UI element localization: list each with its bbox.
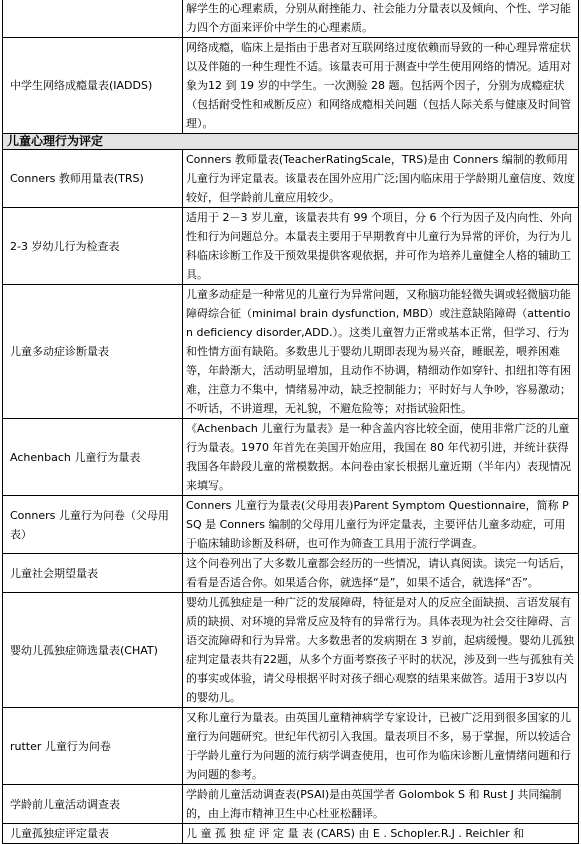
scale-description-cell: 适用于 2－3 岁儿童，该量表共有 99 个项目，分 6 个行为因子及内向性、外向性和行为问题总分。本量表主要用于早期教育中儿童行为异常的评价，为行为儿科临床诊断工作及干预效果提供客观依据，并可作为培养儿童健全人格的辅助工具。 xyxy=(183,208,579,285)
scale-description-cell: 儿 童 孤 独 症 评 定 量 表 (CARS) 由 E . Schopler.R.J . Reichler 和 xyxy=(183,824,579,844)
scale-description-cell: 解学生的心理素质，分别从耐挫能力、社会能力分量表以及倾向、个性、学习能力四个方面来评价中学生的心理素质。 xyxy=(183,0,579,38)
scale-table xyxy=(2,0,579,844)
scale-name-cell: Conners 教师用量表(TRS) xyxy=(3,150,183,208)
scale-name-cell: Achenbach 儿童行为量表 xyxy=(3,419,183,496)
scale-name-cell: 儿童孤独症评定量表 xyxy=(3,824,183,844)
table-row xyxy=(3,824,579,844)
table-row xyxy=(3,419,579,496)
scale-name-cell: 中学生网络成瘾量表(IADDS) xyxy=(3,38,183,134)
scale-name-cell: 婴幼儿孤独症筛选量表(CHAT) xyxy=(3,593,183,708)
scale-description-cell: 《Achenbach 儿童行为量表》是一种含盖内容比较全面，使用非常广泛的儿童行为量表。1970 年首先在美国开始应用，我国在 80 年代初引进，并统计获得我国各年龄段儿童的常模数据。本问卷由家长根据儿童近期（半年内）表现情况来填写。 xyxy=(183,419,579,496)
scale-name-cell: Conners 儿童行为问卷（父母用表） xyxy=(3,496,183,554)
table-row xyxy=(3,708,579,785)
table-row xyxy=(3,38,579,134)
table-row xyxy=(3,0,579,38)
section-header-row xyxy=(3,134,579,150)
scale-description-cell: 这个问卷列出了大多数儿童都会经历的一些情况，请认真阅读。读完一句话后，看看是否适合你。如果适合你，就选择“是”，如果不适合，就选择“否”。 xyxy=(183,554,579,593)
scale-name-cell: 学龄前儿童活动调查表 xyxy=(3,785,183,824)
scale-description-cell: 又称儿童行为量表。由英国儿童精神病学专家设计，已被广泛用到很多国家的儿童行为问题研究。世纪年代初引入我国。量表项目不多，易于掌握，所以较适合于学龄儿童行为问题的流行病学调查使用，也可作为临床诊断儿童情绪问题和行为问题的参考。 xyxy=(183,708,579,785)
scale-name-cell: 2-3 岁幼儿行为检查表 xyxy=(3,208,183,285)
scale-description-cell: 婴幼儿孤独症是一种广泛的发展障碍，特征是对人的反应全面缺损、言语发展有质的缺损、对环境的异常反应及特有的异常行为。具体表现为社会交往障碍、言语交流障碍和行为异常。大多数患者的发病期在 3 岁前，起病缓慢。婴幼儿孤独症判定量表共有22题，从多个方面考察孩子平时的状况，涉及到一些与孤独有关的事实或体验，请父母根据平时对孩子细心观察的结果来做答。适用于3岁以内的婴幼儿。 xyxy=(183,593,579,708)
scale-name-cell xyxy=(3,0,183,38)
scale-description-cell: Conners 儿童行为量表(父母用表)Parent Symptom Questionnaire，简称 PSQ 是 Conners 编制的父母用儿童行为评定量表，主要评估儿童多动症，可用于临床辅助诊断及科研，也可作为筛查工具用于流行学调查。 xyxy=(183,496,579,554)
scale-name-cell: 儿童多动症诊断量表 xyxy=(3,285,183,419)
scale-description-cell: Conners 教师量表(TeacherRatingScale，TRS)是由 Conners 编制的教师用儿童行为评定量表。该量表在国外应用广泛;国内临床用于学龄期儿童信度、效度较好，但学龄前儿童应用较少。 xyxy=(183,150,579,208)
table-row xyxy=(3,554,579,593)
scale-name-cell: 儿童社会期望量表 xyxy=(3,554,183,593)
table-row xyxy=(3,785,579,824)
scale-description-cell: 网络成瘾，临床上是指由于患者对互联网络过度依赖而导致的一种心理异常症状以及伴随的一种生理性不适。该量表可用于测查中学生使用网络的情况。适用对象为12 到 19 岁的中学生。一次测验 28 题。包括两个因子，分别为成瘾症状（包括耐受性和戒断反应）和网络成瘾相关问题（包括人际关系与健康及时间管理）。 xyxy=(183,38,579,134)
scale-description-cell: 儿童多动症是一种常见的儿童行为异常问题，又称脑功能轻微失调或轻微脑功能障碍综合征（minimal brain dysfunction, MBD）或注意缺陷障碍（attention deficiency disorder,ADD.）。这类儿童智力正常或基本正常，但学习、行为和性情方面有缺陷。多数患儿于婴幼儿期即表现为易兴奋，睡眠差，喂养困难等，年龄渐大，活动明显增加，且动作不协调，精细动作如穿针、扣纽扣等有困难，注意力不集中，情绪易冲动，缺乏控制能力；平时好与人争吵，容易激动；不听话，不讲道理，无礼貌，不避危险等；对指试验阳性。 xyxy=(183,285,579,419)
scale-description-cell: 学龄前儿童活动调查表(PSAI)是由英国学者 Golombok S 和 Rust J 共同编制的，由上海市精神卫生中心杜亚松翻译。 xyxy=(183,785,579,824)
section-title: 儿童心理行为评定 xyxy=(3,134,579,150)
scale-name-cell: rutter 儿童行为问卷 xyxy=(3,708,183,785)
table-row xyxy=(3,285,579,419)
scale-table-body xyxy=(3,0,579,844)
table-row xyxy=(3,150,579,208)
table-row xyxy=(3,496,579,554)
table-row xyxy=(3,208,579,285)
table-row xyxy=(3,593,579,708)
